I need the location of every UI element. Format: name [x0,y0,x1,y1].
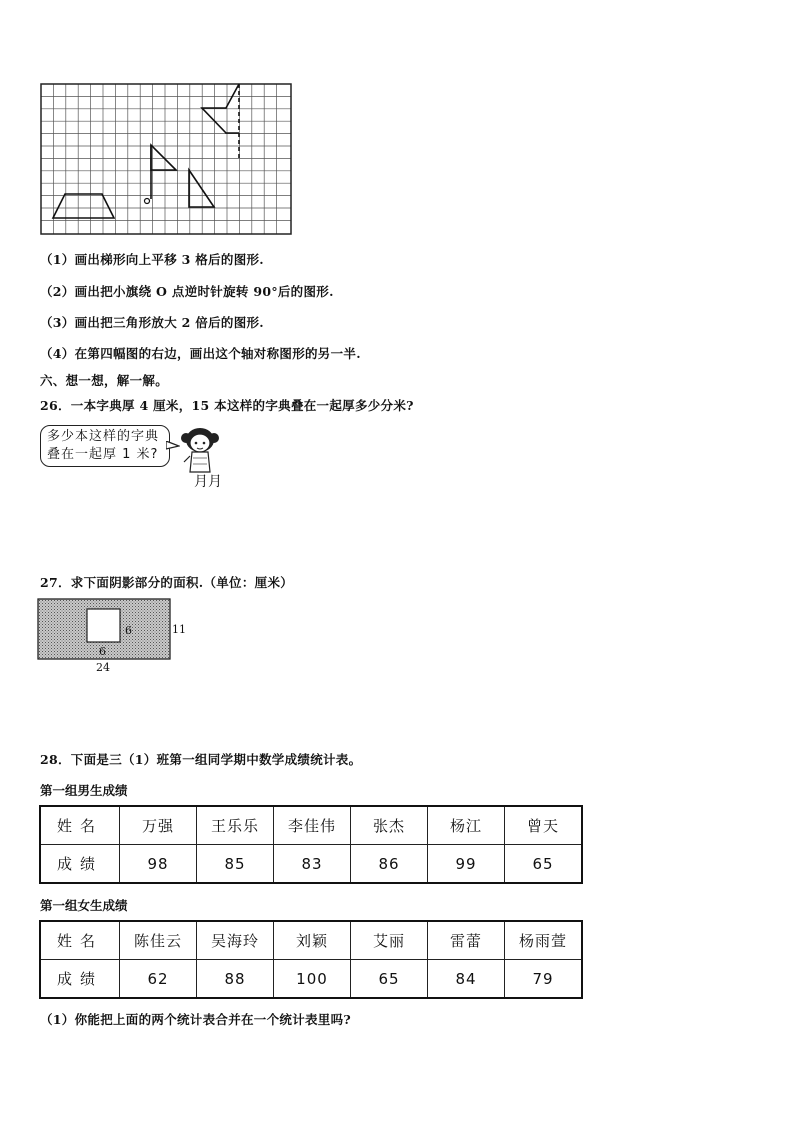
name-cell: 李佳伟 [274,806,351,845]
boys-table-title: 第一组男生成绩 [40,783,128,798]
trapezoid-shape [53,194,114,218]
girls-score-table [39,920,583,999]
table-row [40,845,582,884]
name-cell: 刘颖 [274,921,351,960]
name-cell: 雷蕾 [428,921,505,960]
name-cell: 艾丽 [351,921,428,960]
question-28: 28．下面是三（1）班第一组同学期中数学成绩统计表。 [40,752,362,767]
question-26: 26．一本字典厚 4 厘米，15 本这样的字典叠在一起厚多少分米? [40,398,414,413]
score-cell: 85 [197,845,274,884]
speech-bubble [40,425,170,467]
score-cell: 100 [274,960,351,999]
score-cell: 62 [120,960,197,999]
score-cell: 65 [505,845,583,884]
header-label-cell: 姓名 [40,921,120,960]
girl-character-icon [176,426,224,474]
inner-height-label: 6 [125,624,132,637]
triangle-shape [189,170,214,207]
score-label-cell: 成绩 [40,960,120,999]
score-cell: 86 [351,845,428,884]
outer-width-label: 24 [96,661,110,674]
table-row [40,921,582,960]
score-label-cell: 成绩 [40,845,120,884]
grid-figure [40,83,292,235]
speech-bubble-line-1: 多少本这样的字典 [47,429,160,444]
section-six-heading: 六、想一想，解一解。 [40,373,169,388]
boys-score-table [39,805,583,884]
score-cell: 88 [197,960,274,999]
task-4: （4）在第四幅图的右边，画出这个轴对称图形的另一半. [40,346,361,361]
name-cell: 张杰 [351,806,428,845]
question-27: 27．求下面阴影部分的面积.（单位：厘米） [40,575,294,590]
table-row [40,806,582,845]
speech-bubble-line-2: 叠在一起厚 1 米? [47,447,159,462]
flag-shape [151,145,176,170]
name-cell: 曾天 [505,806,583,845]
score-cell: 65 [351,960,428,999]
score-cell: 99 [428,845,505,884]
outer-height-label: 11 [172,623,186,636]
table-row [40,960,582,999]
name-cell: 陈佳云 [120,921,197,960]
header-label-cell: 姓名 [40,806,120,845]
score-cell: 79 [505,960,583,999]
name-cell: 杨雨萱 [505,921,583,960]
pivot-point-o [145,199,150,204]
inner-square [87,609,120,642]
task-2: （2）画出把小旗绕 O 点逆时针旋转 90°后的图形. [40,284,334,299]
score-cell: 84 [428,960,505,999]
task-1: （1）画出梯形向上平移 3 格后的图形. [40,252,264,267]
name-cell: 万强 [120,806,197,845]
character-name: 月月 [194,474,222,490]
girls-table-title: 第一组女生成绩 [40,898,128,913]
name-cell: 杨江 [428,806,505,845]
question-28-sub-1: （1）你能把上面的两个统计表合并在一个统计表里吗? [40,1012,352,1027]
name-cell: 王乐乐 [197,806,274,845]
score-cell: 83 [274,845,351,884]
inner-width-label: 6 [99,645,106,658]
task-3: （3）画出把三角形放大 2 倍后的图形. [40,315,264,330]
name-cell: 吴海玲 [197,921,274,960]
score-cell: 98 [120,845,197,884]
